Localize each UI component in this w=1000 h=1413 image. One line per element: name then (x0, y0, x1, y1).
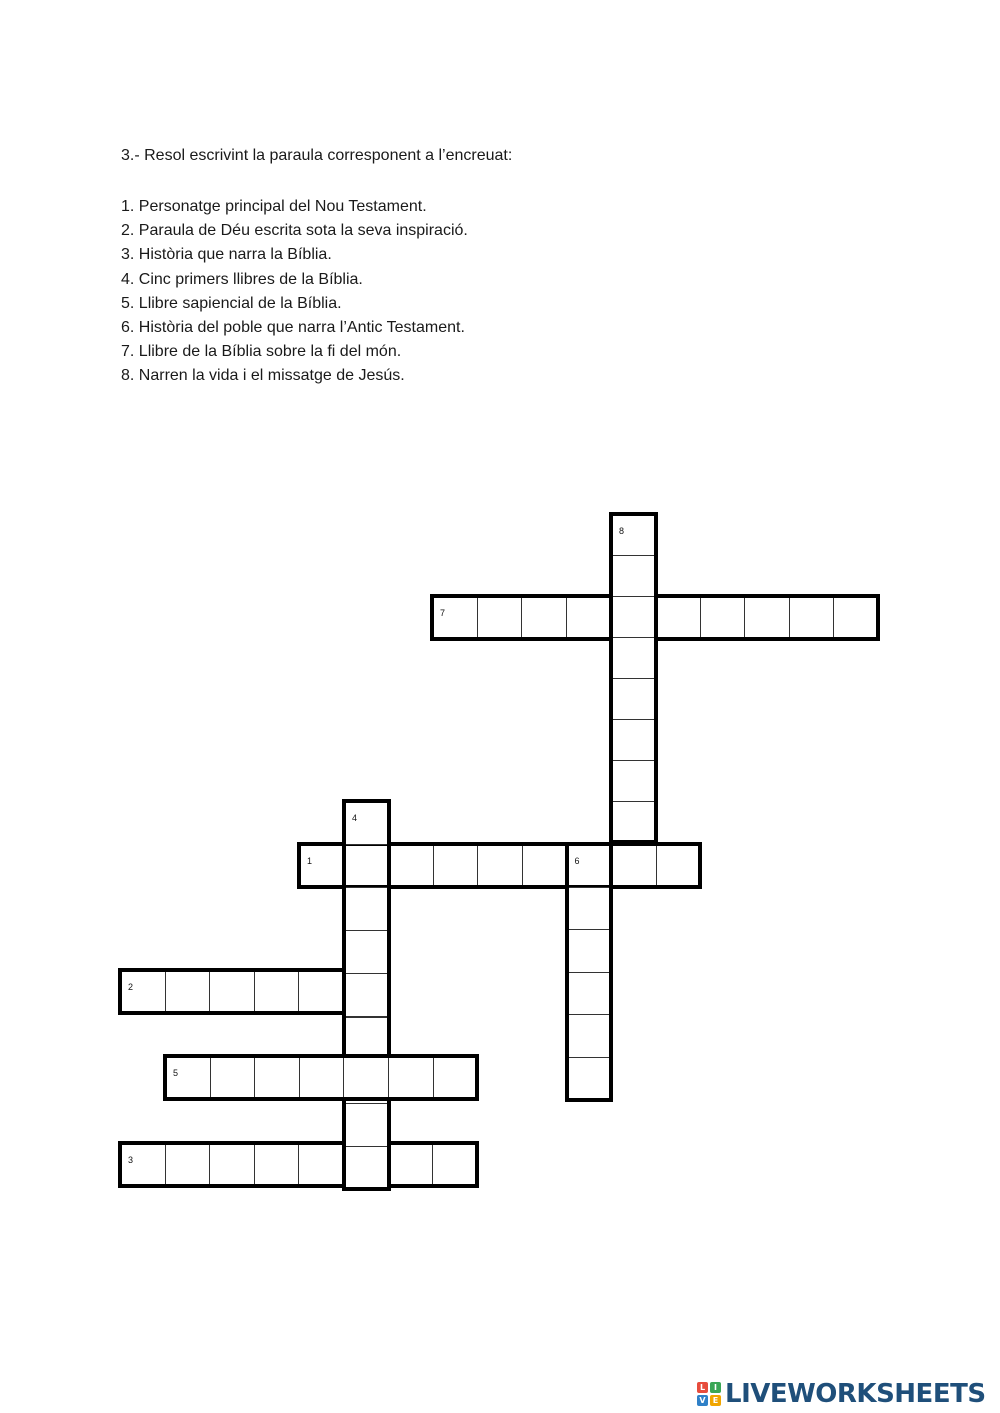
crossword-cell[interactable] (209, 1143, 255, 1187)
clue-number-1: 1 (307, 856, 313, 866)
crossword-cell[interactable] (433, 1056, 479, 1100)
crossword-cell[interactable] (656, 844, 702, 888)
crossword-cell[interactable] (298, 1143, 344, 1187)
crossword-cell[interactable] (165, 970, 211, 1014)
clue-7: 7. Llibre de la Bíblia sobre la fi del món. (121, 343, 402, 361)
crossword-cell[interactable] (567, 844, 613, 888)
clue-number-4: 4 (352, 813, 358, 823)
crossword-cell[interactable] (298, 970, 344, 1014)
clue-number-8: 8 (619, 526, 625, 536)
crossword-cell[interactable] (254, 1056, 300, 1100)
crossword-cell[interactable] (344, 1103, 390, 1147)
crossword-cell[interactable] (611, 760, 657, 802)
crossword-cell[interactable] (344, 844, 390, 888)
crossword-cell[interactable] (299, 1056, 345, 1100)
crossword-cell[interactable] (611, 637, 657, 679)
crossword-cell[interactable] (388, 1056, 434, 1100)
crossword-cell[interactable] (521, 596, 567, 640)
crossword-cell[interactable] (477, 596, 523, 640)
crossword-cell[interactable] (344, 1146, 390, 1190)
crossword-cell[interactable] (209, 970, 255, 1014)
logo-mark-tile: I (710, 1382, 721, 1393)
crossword-cell[interactable] (477, 844, 523, 888)
clue-8: 8. Narren la vida i el missatge de Jesús. (121, 367, 405, 385)
crossword-cell[interactable] (611, 801, 657, 843)
clue-4: 4. Cinc primers llibres de la Bíblia. (121, 270, 363, 288)
logo-text: LIVEWORKSHEETS (725, 1379, 986, 1409)
crossword-cell[interactable] (567, 929, 613, 973)
crossword-cell[interactable] (343, 1056, 389, 1100)
crossword-cell[interactable] (567, 887, 613, 931)
logo-mark-icon (697, 1382, 721, 1406)
clue-number-5: 5 (173, 1068, 179, 1078)
clue-5: 5. Llibre sapiencial de la Bíblia. (121, 294, 342, 312)
clue-6: 6. Història del poble que narra l’Antic Testament. (121, 319, 465, 337)
instruction-text: 3.- Resol escrivint la paraula corresponent a l’encreuat: (121, 147, 513, 164)
crossword-cell[interactable] (567, 972, 613, 1016)
crossword-cell[interactable] (611, 844, 657, 888)
crossword-cell[interactable] (566, 596, 612, 640)
crossword-cell[interactable] (789, 596, 835, 640)
liveworksheets-logo (697, 1378, 986, 1410)
crossword-cell[interactable] (522, 844, 568, 888)
crossword-cell[interactable] (120, 970, 166, 1014)
clue-list (121, 195, 468, 389)
logo-mark-tile: V (697, 1395, 708, 1406)
crossword-cell[interactable] (611, 678, 657, 720)
crossword-cell[interactable] (344, 887, 390, 931)
crossword-cell[interactable] (388, 844, 434, 888)
logo-mark-tile: E (710, 1395, 721, 1406)
clue-1: 1. Personatge principal del Nou Testament. (121, 198, 427, 215)
crossword-cell[interactable] (432, 596, 478, 640)
crossword-cell[interactable] (120, 1143, 166, 1187)
logo-mark-tile: L (697, 1382, 708, 1393)
crossword-cell[interactable] (299, 844, 345, 888)
crossword-cell[interactable] (611, 555, 657, 597)
crossword-cell[interactable] (833, 596, 879, 640)
crossword-cell[interactable] (655, 596, 701, 640)
crossword-cell[interactable] (165, 1143, 211, 1187)
crossword-cell[interactable] (611, 596, 657, 638)
crossword-cell[interactable] (210, 1056, 256, 1100)
crossword-cell[interactable] (611, 514, 657, 556)
crossword-cell[interactable] (744, 596, 790, 640)
crossword-cell[interactable] (344, 930, 390, 974)
crossword-cell[interactable] (254, 1143, 300, 1187)
crossword-cell[interactable] (344, 801, 390, 845)
crossword-cell[interactable] (165, 1056, 211, 1100)
crossword-cell[interactable] (432, 1143, 478, 1187)
crossword-cell[interactable] (344, 1017, 390, 1061)
crossword-cell[interactable] (344, 973, 390, 1017)
clue-2: 2. Paraula de Déu escrita sota la seva inspiració. (121, 222, 468, 240)
crossword-cell[interactable] (611, 719, 657, 761)
clue-3: 3. Història que narra la Bíblia. (121, 246, 332, 264)
crossword-cell[interactable] (567, 1057, 613, 1101)
crossword-cell[interactable] (567, 1014, 613, 1058)
crossword-cell[interactable] (433, 844, 479, 888)
clue-number-6: 6 (574, 856, 580, 866)
crossword-cell[interactable] (254, 970, 300, 1014)
clue-number-2: 2 (128, 982, 134, 992)
clue-number-7: 7 (440, 608, 446, 618)
clue-number-3: 3 (128, 1155, 134, 1165)
crossword-cell[interactable] (388, 1143, 434, 1187)
crossword-cell[interactable] (700, 596, 746, 640)
